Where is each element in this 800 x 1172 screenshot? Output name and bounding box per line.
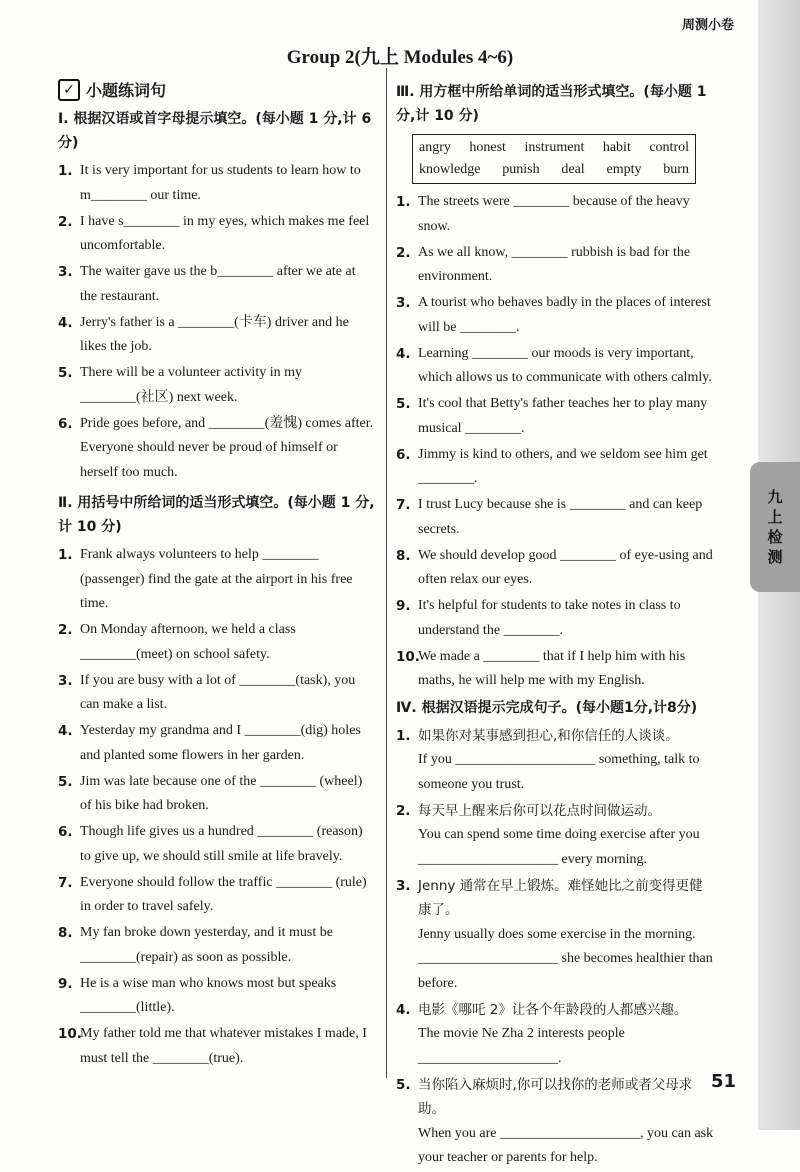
question-text: The waiter gave us the b________ after we ate at the restaurant. (80, 264, 356, 304)
section-2-items (58, 543, 376, 1071)
question-item (396, 190, 714, 239)
question-number: 4. (396, 345, 411, 362)
question-text: I have s________ in my eyes, which makes me feel uncomfortable. (80, 213, 370, 253)
question-text: Frank always volunteers to help ________ (passenger) find the gate at the airport in his free time. (80, 547, 353, 611)
question-item (396, 241, 714, 290)
question-text: My fan broke down yesterday, and it must be ________(repair) as soon as possible. (80, 925, 333, 965)
word-box (412, 134, 696, 184)
question-text: Yesterday my grandma and I ________(dig) holes and planted some flowers in her garden. (80, 723, 361, 763)
side-tab (750, 462, 800, 592)
question-number: 1. (58, 547, 73, 563)
question-chinese-prompt: 当你陷入麻烦时,你可以找你的老师或者父母求助。 (418, 1076, 693, 1117)
question-number: 1. (396, 727, 411, 744)
question-number: 2. (396, 244, 411, 261)
question-text: I trust Lucy because she is ________ and can keep secrets. (418, 497, 703, 537)
question-text: He is a wise man who knows most but speaks ________(little). (80, 975, 337, 1015)
right-column (396, 78, 714, 1172)
section-2-title: Ⅱ. 用括号中所给词的适当形式填空。(每小题 1 分,计 10 分) (58, 495, 375, 535)
question-text: Jenny usually does some exercise in the morning. ____________________ she becomes healthier than before. (418, 926, 713, 991)
section-4-items (396, 724, 714, 1171)
question-number: 7. (396, 497, 411, 513)
question-text: Everyone should follow the traffic ________ (rule) in order to travel safely. (80, 874, 367, 914)
question-number: 6. (396, 446, 411, 463)
question-item (396, 544, 714, 593)
question-text: Pride goes before, and ________(羞愧) comes after. Everyone should never be proud of himself or herself too much. (80, 415, 374, 480)
question-number: 2. (396, 802, 411, 819)
question-item (58, 820, 376, 869)
question-item (58, 260, 376, 309)
question-number: 4. (58, 723, 73, 739)
question-text: Though life gives us a hundred ________ (reason) to give up, we should still smile at life bravely. (80, 824, 363, 864)
question-number: 8. (58, 925, 73, 941)
word-box-word: instrument (524, 140, 585, 155)
side-tab-char: 九 (767, 488, 783, 506)
question-text: On Monday afternoon, we held a class ________(meet) on school safety. (80, 622, 296, 662)
word-box-word: punish (502, 162, 540, 177)
side-tab-char: 检 (767, 528, 783, 546)
question-number: 3. (58, 672, 73, 689)
question-text: Jimmy is kind to others, and we seldom see him get ________. (418, 446, 708, 486)
question-number: 3. (396, 877, 411, 894)
question-text: If you are busy with a lot of ________(task), you can make a list. (80, 672, 356, 712)
question-number: 1. (58, 163, 73, 179)
question-text: We should develop good ________ of eye-using and often relax our eyes. (418, 547, 713, 587)
question-chinese-prompt: 电影《哪吒 2》让各个年龄段的人都感兴趣。 (418, 1001, 688, 1018)
question-text: The movie Ne Zha 2 interests people ____________________. (418, 1026, 625, 1066)
page-number: 51 (710, 1071, 736, 1092)
question-number: 5. (58, 773, 73, 790)
word-box-row (419, 159, 689, 181)
question-text: You can spend some time doing exercise after you ____________________ every morning. (418, 827, 700, 867)
question-item (396, 1073, 714, 1171)
question-number: 5. (396, 1076, 411, 1093)
question-item (396, 342, 714, 391)
main-heading-label: 小题练词句 (86, 81, 167, 100)
question-item (58, 669, 376, 718)
main-heading (58, 78, 376, 101)
question-number: 7. (58, 874, 73, 891)
question-number: 3. (58, 264, 73, 280)
word-box-word: burn (663, 162, 689, 177)
section-1-items (58, 159, 376, 485)
question-number: 2. (58, 213, 73, 230)
question-text: A tourist who behaves badly in the places of interest will be ________. (418, 295, 711, 335)
question-number: 4. (396, 1001, 411, 1018)
question-text: Jim was late because one of the ________ (wheel) of his bike had broken. (80, 773, 363, 813)
word-box-word: control (649, 140, 689, 155)
word-box-row (419, 137, 689, 159)
side-tab-char: 上 (767, 508, 783, 526)
question-item (58, 311, 376, 360)
question-text: The streets were ________ because of the heavy snow. (418, 194, 690, 234)
question-number: 1. (396, 194, 411, 210)
question-item (396, 645, 714, 694)
question-text: Learning ________ our moods is very important, which allows us to communicate with others calmly. (418, 345, 712, 385)
section-1-title: Ⅰ. 根据汉语或首字母提示填空。(每小题 1 分,计 6 分) (58, 111, 372, 151)
question-item (58, 618, 376, 667)
question-item (396, 594, 714, 643)
question-item (58, 543, 376, 617)
question-item (58, 871, 376, 920)
question-text: It is very important for us students to learn how to m________ our time. (80, 163, 361, 203)
question-item (58, 972, 376, 1021)
question-text: My father told me that whatever mistakes I made, I must tell the ________(true). (80, 1026, 367, 1066)
question-number: 6. (58, 824, 73, 840)
checkmark-icon: ✓ (58, 79, 80, 101)
question-number: 8. (396, 547, 411, 564)
question-number: 3. (396, 295, 411, 311)
word-box-word: empty (606, 162, 642, 177)
question-item (396, 443, 714, 492)
question-item (396, 493, 714, 542)
question-item (58, 412, 376, 486)
word-box-word: angry (419, 140, 451, 155)
section-3-items (396, 190, 714, 694)
question-chinese-prompt: Jenny 通常在早上锻炼。难怪她比之前变得更健康了。 (418, 877, 703, 918)
question-text: When you are ____________________, you can ask your teacher or parents for help. (418, 1125, 714, 1165)
question-item (396, 998, 714, 1072)
question-chinese-prompt: 如果你对某事感到担心,和你信任的人谈谈。 (418, 727, 679, 744)
question-text: Jerry's father is a ________(卡车) driver and he likes the job. (80, 314, 349, 354)
section-3-title: Ⅲ. 用方框中所给单词的适当形式填空。(每小题 1 分,计 10 分) (396, 84, 707, 124)
left-column (58, 78, 376, 1073)
question-item (396, 291, 714, 340)
question-item (396, 724, 714, 798)
side-tab-char: 测 (767, 548, 783, 566)
question-number: 4. (58, 314, 73, 331)
question-item (58, 361, 376, 410)
question-number: 9. (58, 975, 73, 992)
question-item (58, 159, 376, 208)
question-chinese-prompt: 每天早上醒来后你可以花点时间做运动。 (418, 802, 661, 819)
column-divider (386, 68, 387, 1078)
word-box-word: honest (469, 140, 506, 155)
question-number: 5. (58, 365, 73, 381)
question-item (58, 1022, 376, 1071)
question-text: There will be a volunteer activity in my ________(社区) next week. (80, 365, 302, 405)
question-item (396, 799, 714, 873)
question-text: It's helpful for students to take notes in class to understand the ________. (418, 598, 681, 638)
question-item (58, 719, 376, 768)
question-item (58, 210, 376, 259)
word-box-word: habit (602, 140, 631, 155)
question-number: 10. (396, 648, 420, 665)
page-title: Group 2(九上 Modules 4~6) (286, 47, 514, 68)
question-item (396, 392, 714, 441)
question-text: As we all know, ________ rubbish is bad for the environment. (418, 244, 691, 284)
question-item (58, 770, 376, 819)
question-number: 5. (396, 396, 411, 412)
question-number: 6. (58, 415, 73, 432)
question-number: 9. (396, 598, 411, 614)
word-box-word: deal (561, 162, 585, 177)
question-text: It's cool that Betty's father teaches her to play many musical ________. (418, 396, 708, 436)
question-text: If you ____________________ something, talk to someone you trust. (418, 752, 700, 792)
question-text: We made a ________ that if I help him with his maths, he will help me with my English. (418, 648, 686, 688)
section-4-title: Ⅳ. 根据汉语提示完成句子。(每小题1分,计8分) (396, 699, 698, 716)
word-box-word: knowledge (419, 162, 481, 177)
question-number: 10. (58, 1026, 82, 1042)
question-item (396, 874, 714, 997)
top-tag: 周测小卷 (681, 18, 734, 33)
question-item (58, 921, 376, 970)
question-number: 2. (58, 622, 73, 638)
